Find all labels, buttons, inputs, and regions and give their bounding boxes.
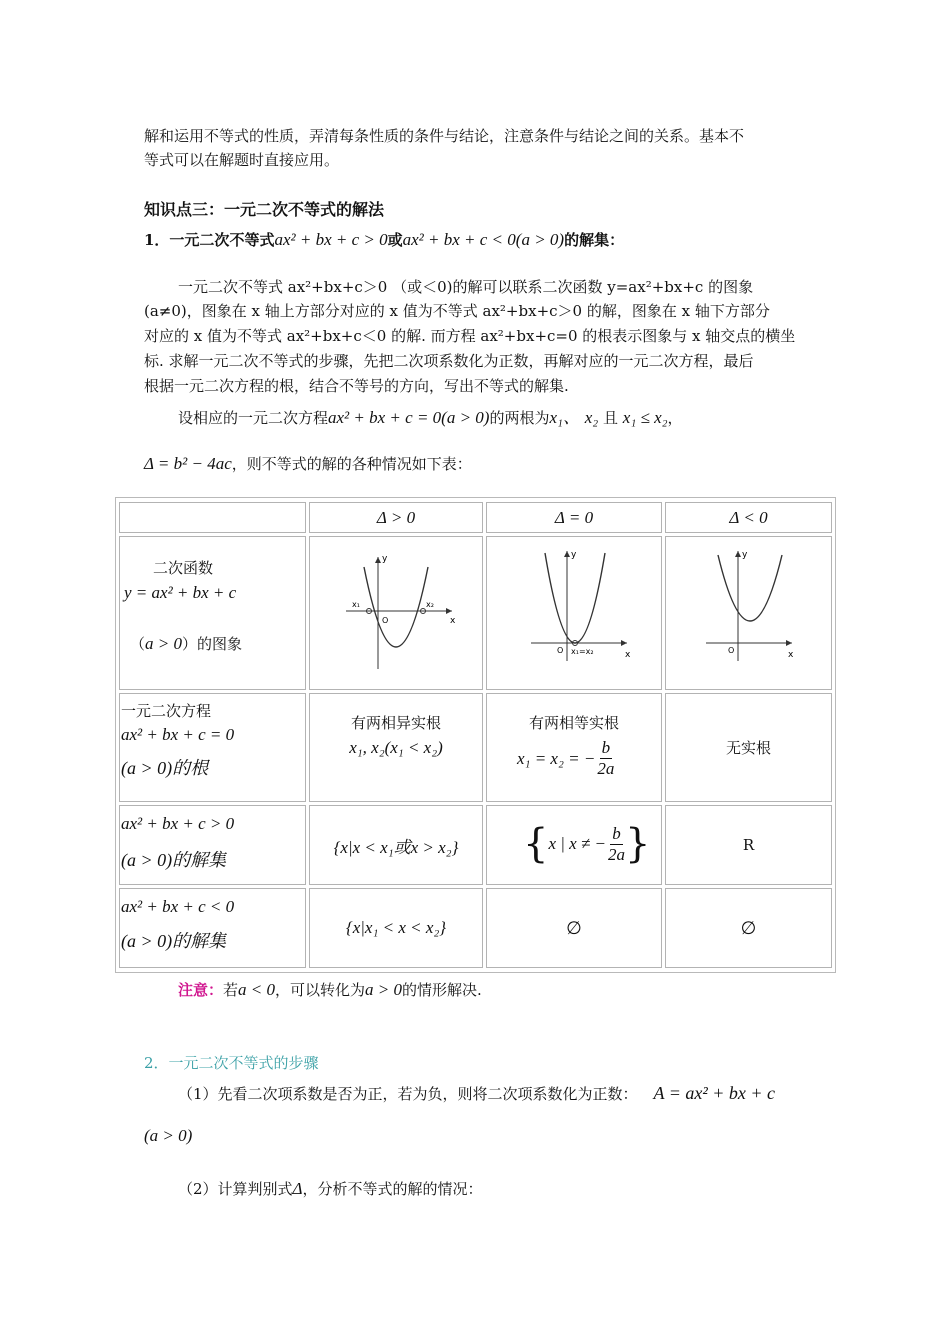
svg-text:O: O bbox=[557, 646, 564, 655]
graph-cell-delta-zero bbox=[486, 536, 662, 690]
solution-table bbox=[115, 497, 836, 973]
para-line-3: 对应的 x 值为不等式 ax²+bx+c＜0 的解. 而方程 ax²+bx+c=0 的根表示图象与 x 轴交点的横坐 bbox=[144, 327, 796, 345]
note-line: 注意：若a < 0，可以转化为a > 0的情形解决. bbox=[178, 980, 482, 999]
graph-label-1: 二次函数 bbox=[153, 559, 214, 577]
subheading-1-suffix: 的解集： bbox=[564, 231, 625, 249]
roots-end: ， bbox=[667, 409, 683, 427]
subheading-1-cond: (a > 0) bbox=[515, 230, 565, 249]
subheading-1-or: 或 bbox=[387, 231, 403, 249]
parabola-one-root-graph bbox=[487, 537, 661, 689]
graph-label-3: （a > 0）的图象 bbox=[130, 634, 243, 653]
row-roots-label bbox=[119, 693, 306, 802]
svg-text:x₁=x₂: x₁=x₂ bbox=[571, 647, 594, 656]
note-label: 注意： bbox=[178, 981, 224, 999]
step1-cond: (a > 0) bbox=[144, 1126, 193, 1145]
roots-cell-delta-neg: 无实根 bbox=[665, 693, 832, 802]
graph-cell-delta-neg bbox=[665, 536, 832, 690]
gt-cell-delta-zero: { x | x ≠ − $\frac{b}{2a}$ } bbox=[486, 805, 662, 885]
row-gt-label: ax² + bx + c > 0 (a > 0)的解集 bbox=[119, 805, 306, 885]
step1-line: （1）先看二次项系数是否为正，若为负，则将二次项系数化为正数： A = ax² + bx + c bbox=[178, 1083, 776, 1103]
lt-cell-delta-pos: {x|x₁ < x < x₂} bbox=[309, 888, 483, 968]
subheading-1-prefix: 1．一元二次不等式 bbox=[144, 231, 275, 249]
svg-text:x: x bbox=[450, 616, 456, 626]
table-header-delta-neg: Δ < 0 bbox=[665, 502, 832, 533]
para-line-5: 根据一元二次方程的根，结合不等号的方向，写出不等式的解集. bbox=[144, 377, 569, 395]
svg-text:y: y bbox=[382, 554, 388, 564]
roots-cell-delta-pos: 有两相异实根 x₁, x₂(x₁ < x₂) bbox=[309, 693, 483, 802]
row-graph-label bbox=[119, 536, 306, 690]
roots-label-1: 一元二次方程 bbox=[121, 702, 212, 720]
para-line-1: 一元二次不等式 ax²+bx+c＞0 （或＜0)的解可以联系二次函数 y=ax²+bx+c 的图象 bbox=[178, 278, 754, 296]
roots-label-3: (a > 0)的根 bbox=[121, 758, 209, 778]
svg-text:x: x bbox=[788, 650, 794, 660]
section-heading: 知识点三：一元二次不等式的解法 bbox=[144, 200, 385, 219]
parabola-no-root-graph bbox=[666, 537, 831, 689]
gt-cell-delta-neg: R bbox=[665, 805, 832, 885]
delta-expr: Δ = b² − 4ac bbox=[144, 454, 232, 473]
svg-text:y: y bbox=[742, 550, 748, 560]
svg-text:x₁: x₁ bbox=[352, 600, 360, 609]
intro-line-1: 解和运用不等式的性质，弄清每条性质的条件与结论，注意条件与结论之间的关系。基本不 bbox=[144, 127, 745, 145]
para-line-4: 标. 求解一元二次不等式的步骤，先把二次项系数化为正数，再解对应的一元二次方程，最后 bbox=[144, 352, 754, 370]
roots-rel: x₁ ≤ x₂ bbox=[622, 408, 668, 427]
subheading-1-expr2: ax² + bx + c < 0 bbox=[402, 230, 516, 249]
roots-label-2: ax² + bx + c = 0 bbox=[121, 725, 235, 744]
roots-mid: 的两根为 bbox=[489, 409, 550, 427]
roots-cell-delta-zero: 有两相等实根 x₁ = x₂ = − $\frac{b}{2a}$ bbox=[486, 693, 662, 802]
lt-cell-delta-zero: ∅ bbox=[486, 888, 662, 968]
parabola-two-roots-graph bbox=[310, 537, 482, 689]
roots-cond: (a > 0) bbox=[441, 408, 490, 427]
table-header-delta-zero: Δ = 0 bbox=[486, 502, 662, 533]
para-line-2: (a≠0)，图象在 x 轴上方部分对应的 x 值为不等式 ax²+bx+c＞0 的解，图象在 x 轴下方部分 bbox=[144, 302, 770, 320]
graph-label-2: y = ax² + bx + c bbox=[124, 583, 237, 602]
row-lt-label: ax² + bx + c < 0 (a > 0)的解集 bbox=[119, 888, 306, 968]
svg-text:O: O bbox=[382, 616, 389, 625]
roots-eq: ax² + bx + c = 0 bbox=[328, 408, 442, 427]
table-header-delta-pos: Δ > 0 bbox=[309, 502, 483, 533]
roots-x1: x₁、 bbox=[549, 408, 580, 427]
delta-text: ，则不等式的解的各种情况如下表： bbox=[231, 455, 472, 473]
roots-line bbox=[178, 406, 683, 430]
step2-line: （2）计算判别式Δ，分析不等式的解的情况： bbox=[178, 1179, 483, 1198]
lt-cell-delta-neg: ∅ bbox=[665, 888, 832, 968]
roots-and: 且 bbox=[602, 409, 618, 427]
delta-symbol: Δ bbox=[292, 1179, 303, 1198]
svg-text:x: x bbox=[625, 650, 631, 660]
roots-prefix: 设相应的一元二次方程 bbox=[178, 409, 329, 427]
table-header-empty bbox=[119, 502, 306, 533]
gt-cell-delta-pos: {x|x < x₁或x > x₂} bbox=[309, 805, 483, 885]
step1-expr: A = ax² + bx + c bbox=[653, 1083, 776, 1103]
svg-text:O: O bbox=[728, 646, 735, 655]
subheading-1-expr1: ax² + bx + c > 0 bbox=[274, 230, 388, 249]
intro-line-2: 等式可以在解题时直接应用。 bbox=[144, 151, 340, 169]
delta-line bbox=[144, 452, 472, 476]
roots-x2: x₂ bbox=[584, 408, 599, 427]
section2-heading: 2．一元二次不等式的步骤 bbox=[144, 1054, 319, 1072]
graph-cell-delta-pos bbox=[309, 536, 483, 690]
svg-text:y: y bbox=[571, 550, 577, 560]
subheading-1 bbox=[144, 228, 624, 252]
svg-text:x₂: x₂ bbox=[426, 600, 434, 609]
